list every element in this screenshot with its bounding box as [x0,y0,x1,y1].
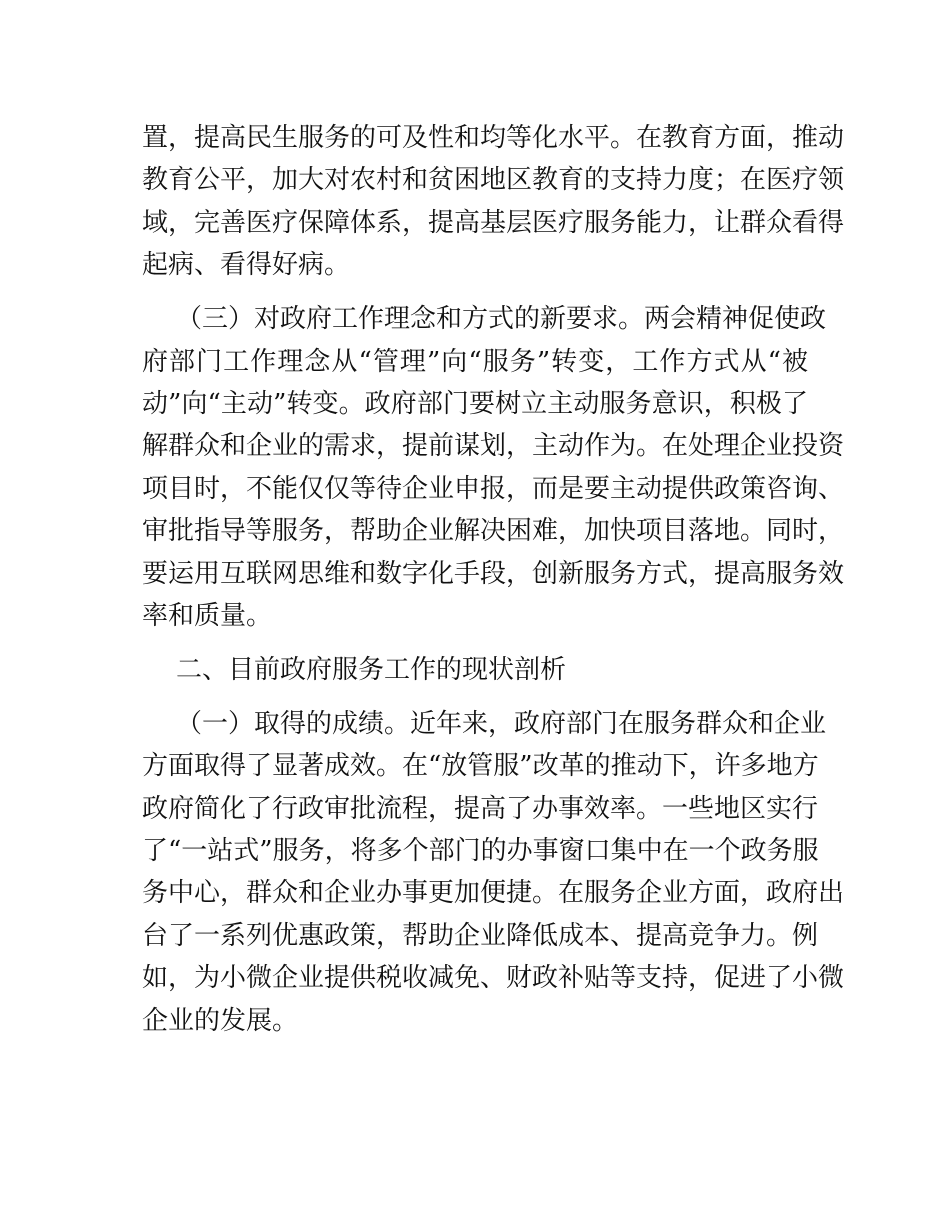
text-line: 台了一系列优惠政策，帮助企业降低成本、提高竞争力。例 [142,920,819,951]
text-line: 要运用互联网思维和数字化手段，创新服务方式，提高服务效 [142,558,845,589]
text-line: 如，为小微企业提供税收减免、财政补贴等支持，促进了小微 [142,963,845,994]
text-line: 了“一站式”服务，将多个部门的办事窗口集中在一个政务服 [142,836,819,867]
text-line: 率和质量。 [142,600,273,631]
text-line: 起病、看得好病。 [142,250,351,281]
text-line: 府部门工作理念从“管理”向“服务”转变，工作方式从“被 [142,346,808,377]
heading-line: 二、目前政府服务工作的现状剖析 [176,654,567,685]
paragraph-continuation [142,117,845,287]
text-line: （一）取得的成绩。近年来，政府部门在服务群众和企业 [176,708,827,739]
text-line: 教育公平，加大对农村和贫困地区教育的支持力度；在医疗领 [142,165,845,196]
paragraph-new-requirements [142,298,845,637]
text-line: 域，完善医疗保障体系，提高基层医疗服务能力，让群众看得 [142,207,845,238]
text-line: （三）对政府工作理念和方式的新要求。两会精神促使政 [176,304,827,335]
text-line: 置，提高民生服务的可及性和均等化水平。在教育方面，推动 [142,123,845,153]
text-line: 动”向“主动”转变。政府部门要树立主动服务意识，积极了 [142,388,808,419]
document-body [142,117,845,1042]
text-line: 审批指导等服务，帮助企业解决困难，加快项目落地。同时， [142,516,845,547]
section-heading [142,649,808,691]
text-line: 方面取得了显著成效。在“放管服”改革的推动下，许多地方 [142,751,819,782]
text-line: 务中心，群众和企业办事更加便捷。在服务企业方面，政府出 [142,878,845,909]
text-line: 企业的发展。 [142,1005,299,1036]
text-line: 项目时，不能仅仅等待企业申报，而是要主动提供政策咨询、 [142,473,845,504]
paragraph-achievements [142,703,845,1042]
text-line: 政府简化了行政审批流程，提高了办事效率。一些地区实行 [142,793,819,824]
text-line: 解群众和企业的需求，提前谋划，主动作为。在处理企业投资 [142,431,845,462]
